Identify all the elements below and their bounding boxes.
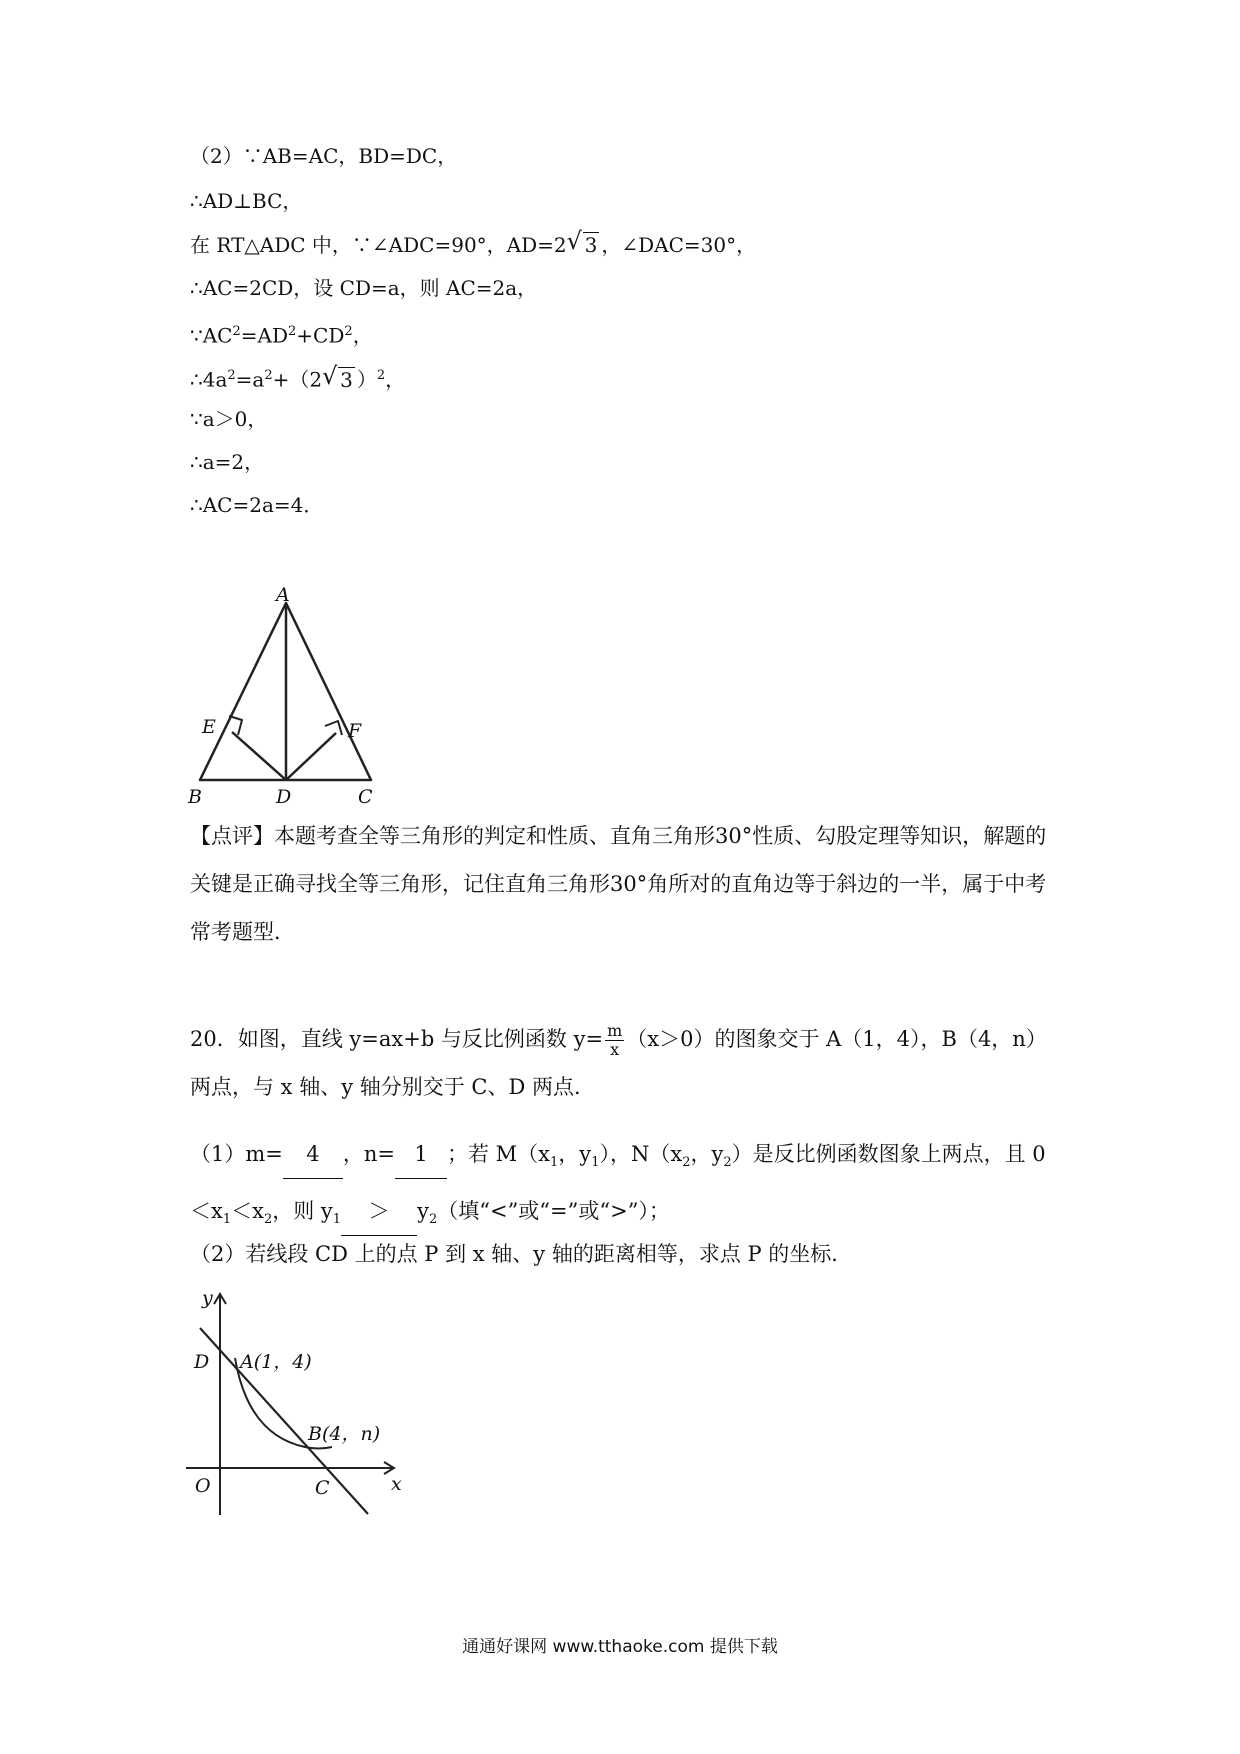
label-origin: O: [195, 1475, 211, 1497]
solution-line-6: $\therefore 4a^2=a^2+(2√$ 3 ）$^2$，: [190, 362, 405, 394]
right-angle-f: [325, 721, 342, 735]
sqrt-symbol: √ 3: [567, 231, 600, 259]
sqrt-symbol: √ 3: [322, 366, 355, 394]
solution-line-5: $\because AC^2=AD^2+CD^2$，: [190, 323, 373, 348]
solution-line-3: 在 RT△ADC 中，∵∠ADC=90°，AD=2√ 3 ，∠DAC=30°，: [190, 231, 756, 259]
problem-20-statement: 20．如图，直线 y=ax+b 与反比例函数 y= $\frac{m}{x}$ （x＞0）的图象交于 A（1，4），B（4，n）两点，与 x 轴、y 轴分别交于 C、D 两点．: [190, 1021, 1047, 1099]
label-b: B: [188, 786, 202, 808]
page-footer: 通通好课网 www.tthaoke.com 提供下载: [462, 1637, 778, 1657]
problem-20-part-1: （1）m= 4 ，n= 1 ；若 $M(x_1$，$y_1$），$N(x_2$，$y_2$）是反比例函数图象上两点，且 $0<x_1<x_2$，则 $y_1 > y_2$（填“<”或“=”或“>”）；: [190, 1130, 1060, 1244]
comment-paragraph: 【点评】本题考查全等三角形的判定和性质、直角三角形30°性质、勾股定理等知识，解题的关键是正确寻找全等三角形，记住直角三角形30°角所对的直角边等于斜边的一半，属于中考常考题型．: [190, 824, 1047, 944]
label-d: D: [276, 786, 292, 808]
solution-line-7: ∵a＞0，: [190, 407, 268, 431]
label-e: E: [202, 716, 216, 738]
solution-line-4: ∴AC=2CD，设 CD=a，则 AC=2a，: [190, 276, 538, 300]
label-c: C: [315, 1477, 330, 1499]
answer-n-blank: 1: [395, 1130, 447, 1179]
label-d: D: [194, 1351, 210, 1373]
label-x-axis: x: [391, 1473, 402, 1495]
solution-line-2: ∴AD⊥BC，: [190, 189, 303, 213]
segment-df: [286, 733, 336, 780]
label-c: C: [358, 786, 373, 808]
label-point-a: A(1，4): [240, 1351, 312, 1373]
label-y-axis: y: [202, 1290, 213, 1309]
segment-de: [232, 732, 286, 780]
problem-20-part-2: （2）若线段 CD 上的点 P 到 x 轴、y 轴的距离相等，求点 P 的坐标．: [190, 1242, 853, 1266]
solution-line-1: （2）∵AB=AC，BD=DC，: [190, 144, 458, 168]
answer-m-blank: 4: [283, 1130, 343, 1179]
answer-compare-blank: ＞: [341, 1187, 417, 1236]
solution-line-9: ∴AC=2a=4．: [190, 493, 324, 517]
label-f: F: [348, 720, 362, 742]
label-point-b: B(4，n): [308, 1423, 381, 1445]
fraction-m-over-x: $\frac{m}{x}$: [607, 1021, 623, 1059]
coordinate-figure: [180, 1290, 410, 1520]
solution-line-8: ∴a=2，: [190, 450, 265, 474]
triangle-figure: [180, 585, 380, 815]
label-a: A: [276, 585, 290, 606]
